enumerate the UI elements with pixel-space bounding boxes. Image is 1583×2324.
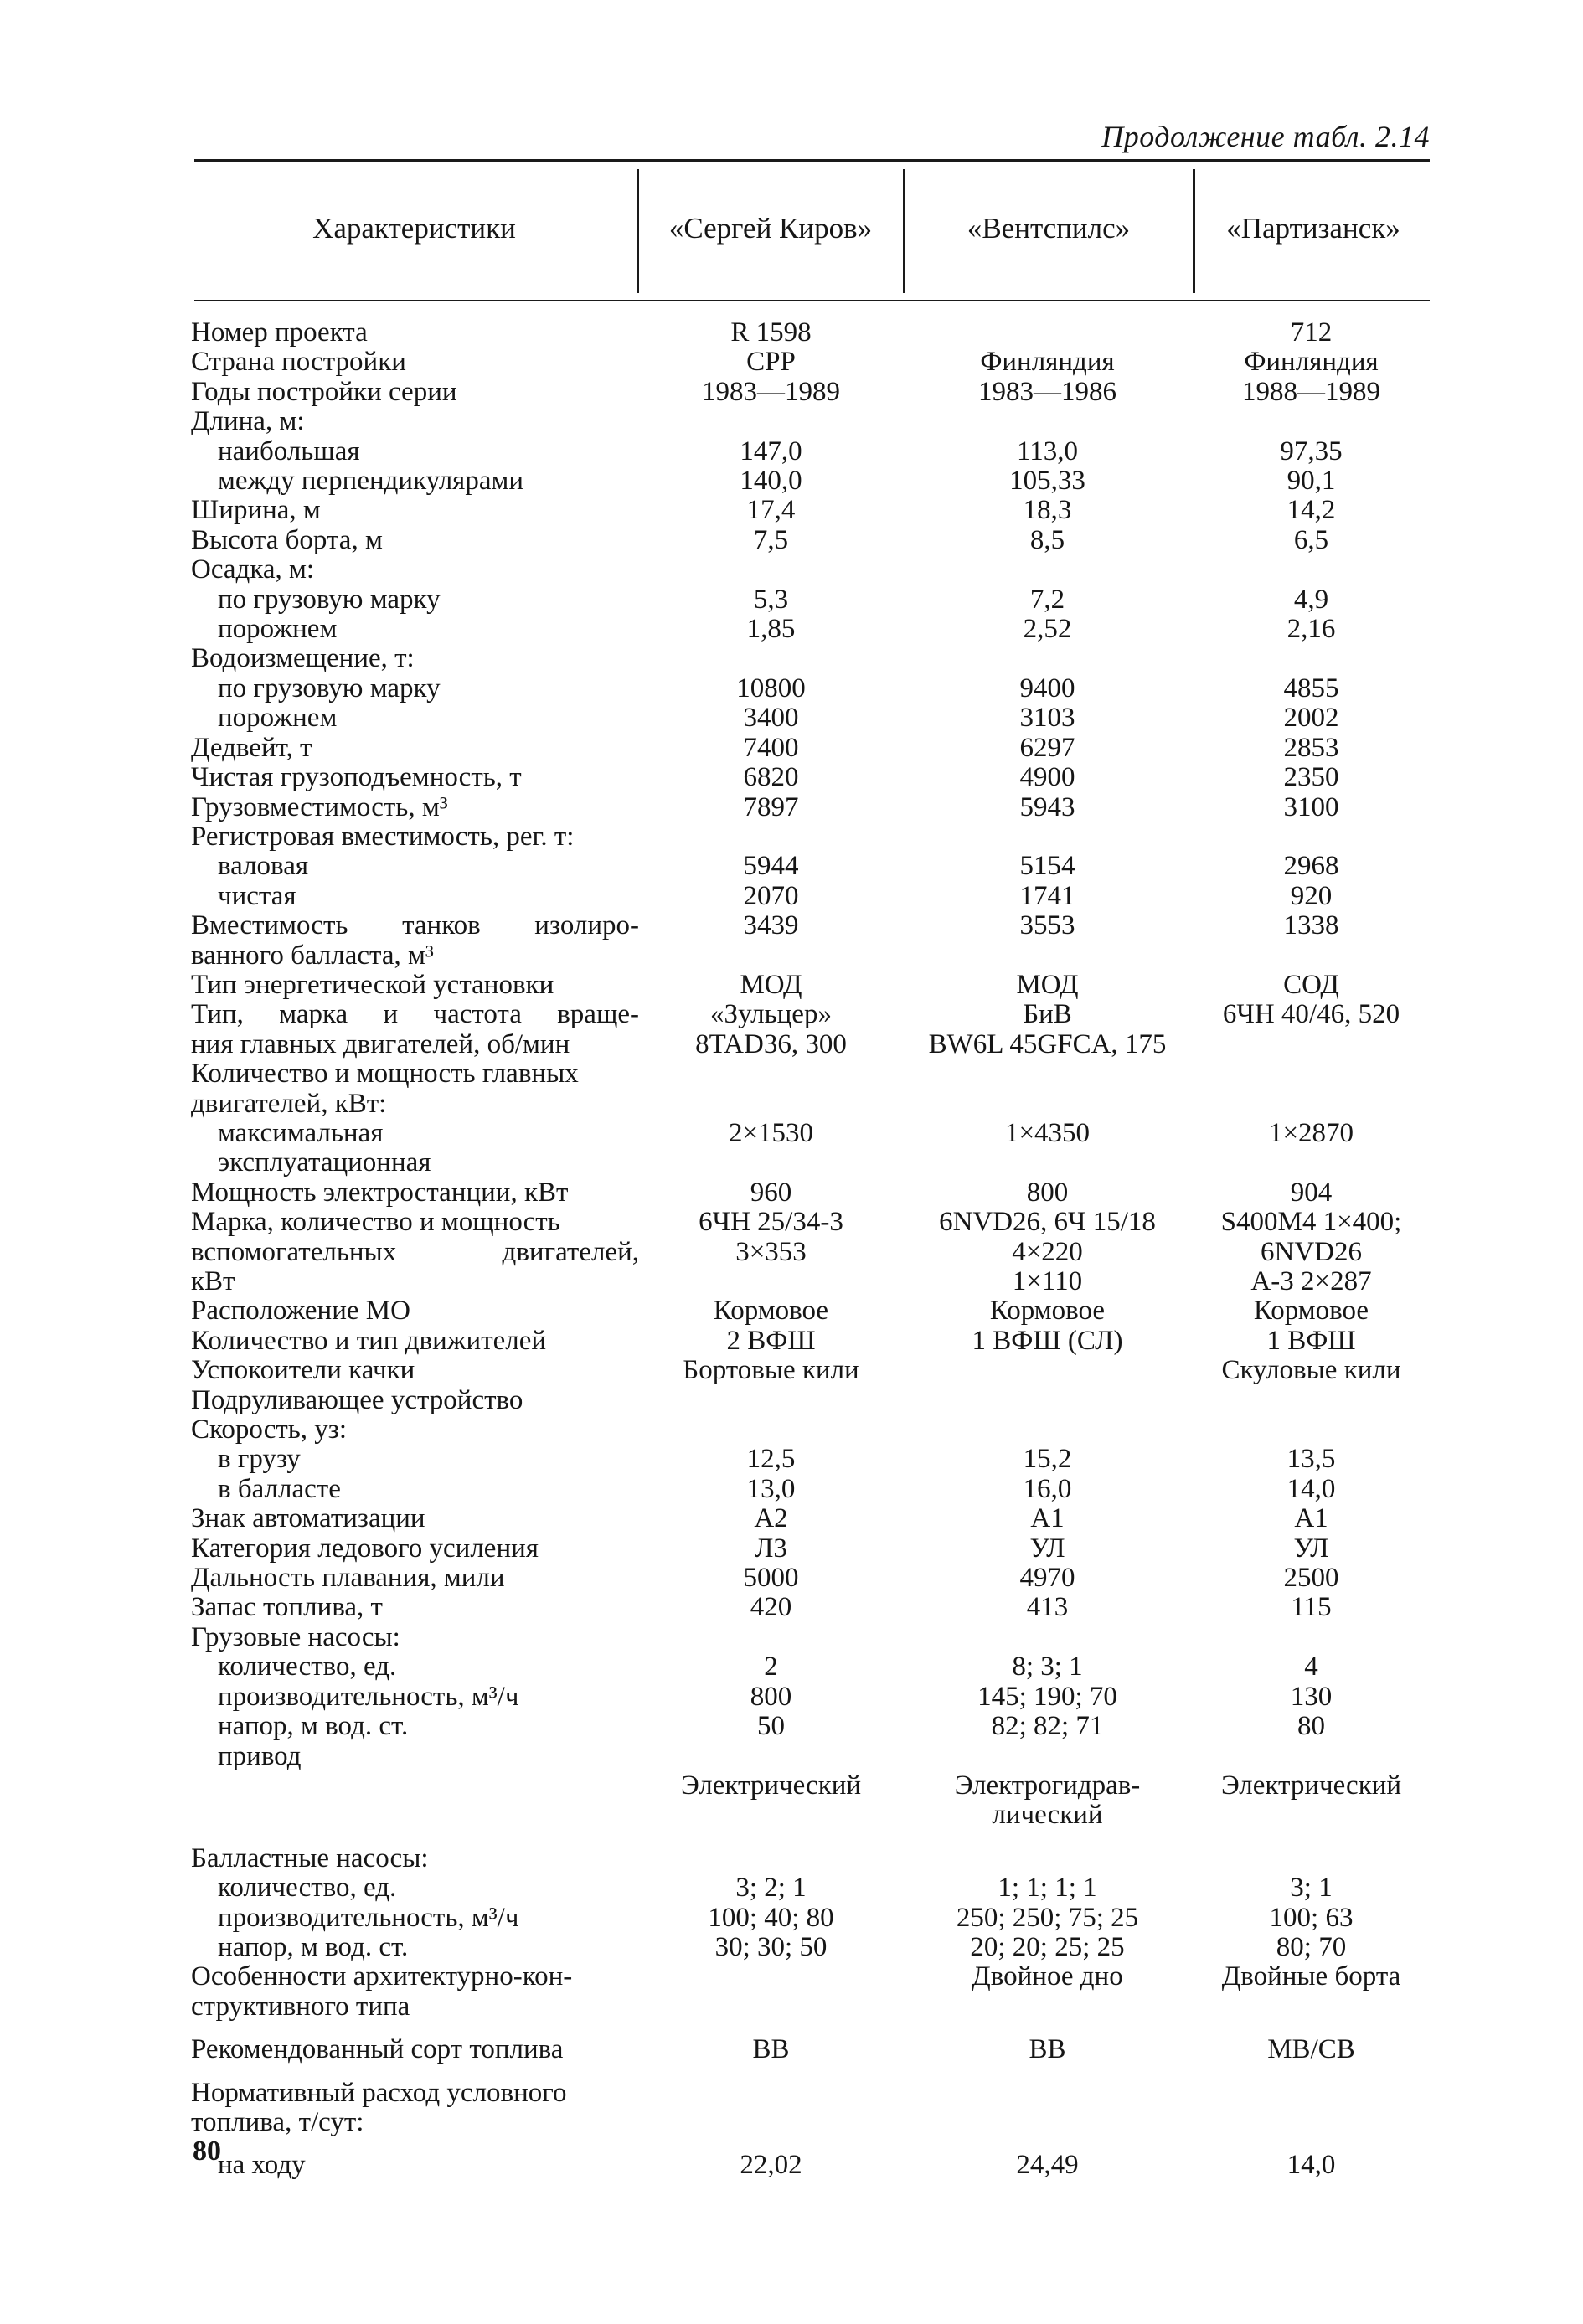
row-value: 8TAD36, 300	[695, 1028, 847, 1059]
row-value: 24,49	[1016, 2150, 1079, 2181]
row-value: 2,52	[1023, 614, 1072, 645]
row-label: Чистая грузоподъемность, т	[191, 762, 522, 793]
row-value: СРР	[746, 347, 796, 378]
row-value: 2×1530	[728, 1117, 814, 1148]
row-value	[1192, 1090, 1431, 1119]
row-value	[639, 555, 903, 585]
row-value: 2002	[1283, 703, 1339, 734]
row-label: Высота борта, м	[191, 524, 383, 555]
row-value: 3553	[1019, 910, 1075, 941]
row-value: 3439	[743, 910, 799, 941]
row-value: 1; 1; 1; 1	[998, 1873, 1097, 1904]
row-value: 5154	[1019, 851, 1075, 882]
row-value	[903, 1148, 1192, 1177]
row-value	[639, 2079, 903, 2108]
row-value: Финляндия	[980, 347, 1115, 378]
row-value: 1×2870	[1268, 1117, 1354, 1148]
row-value: Электрический	[1220, 1770, 1402, 1801]
row-value	[903, 822, 1192, 852]
row-value: 115	[1291, 1592, 1332, 1623]
row-value: Л3	[755, 1533, 787, 1564]
row-value	[639, 1267, 903, 1296]
row-value: А1	[1030, 1503, 1065, 1534]
row-value	[1192, 1415, 1431, 1445]
row-value: 2968	[1283, 851, 1339, 882]
row-value	[639, 1090, 903, 1119]
row-value: 3; 1	[1290, 1873, 1333, 1904]
row-value: ВВ	[1029, 2034, 1066, 2065]
row-value: 100; 40; 80	[708, 1902, 834, 1933]
row-value: R 1598	[730, 317, 812, 348]
row-label: двигателей, кВт:	[191, 1088, 387, 1119]
row-value: 2	[764, 1652, 778, 1682]
row-value: Скуловые кили	[1221, 1355, 1401, 1386]
row-value: МОД	[1016, 969, 1079, 1000]
row-value: 2350	[1283, 762, 1339, 793]
row-value	[903, 1742, 1192, 1771]
row-value	[639, 1623, 903, 1652]
row-value: 800	[750, 1681, 792, 1712]
row-label: чистая	[218, 880, 296, 911]
row-value	[1192, 407, 1431, 436]
row-value	[903, 1992, 1192, 2022]
row-value: 14,0	[1287, 1473, 1336, 1504]
row-value: 4900	[1019, 762, 1075, 793]
row-value	[1192, 555, 1431, 585]
row-value: А1	[1294, 1503, 1328, 1534]
row-label: Балластные насосы:	[191, 1842, 429, 1873]
row-value: 147,0	[740, 435, 802, 466]
row-label: ния главных двигателей, об/мин	[191, 1028, 570, 1059]
row-value: Двойные борта	[1221, 1961, 1401, 1992]
row-label: Подруливающее устройство	[191, 1384, 523, 1415]
row-value: «Зульцер»	[710, 999, 832, 1030]
row-value	[639, 1742, 903, 1771]
row-label: по грузовую марку	[218, 584, 441, 615]
row-value: Кормовое	[1253, 1296, 1369, 1327]
row-value: 6297	[1019, 732, 1075, 763]
row-value: 6ЧН 40/46, 520	[1222, 999, 1400, 1030]
row-label: Запас топлива, т	[191, 1592, 383, 1623]
row-value: 3400	[743, 703, 799, 734]
row-label: привод	[218, 1740, 302, 1771]
row-value	[903, 555, 1192, 585]
row-value: 1×110	[1012, 1266, 1083, 1296]
row-value: 4970	[1019, 1563, 1075, 1594]
row-value: 105,33	[1009, 466, 1085, 497]
row-value	[1192, 1059, 1431, 1089]
row-value: 6,5	[1293, 524, 1329, 555]
row-label: Знак автоматизации	[191, 1503, 425, 1534]
row-value: 1988—1989	[1242, 376, 1380, 407]
row-value: Электрический	[680, 1770, 862, 1801]
row-value: Кормовое	[989, 1296, 1106, 1327]
row-value: УЛ	[1029, 1533, 1065, 1564]
row-value: 6820	[743, 762, 799, 793]
row-label: порожнем	[218, 703, 338, 734]
row-label: структивного типа	[191, 1991, 410, 2022]
row-label: Успокоители качки	[191, 1355, 415, 1386]
row-value: 1983—1986	[978, 376, 1116, 407]
row-value	[1192, 1148, 1431, 1177]
row-value	[639, 1962, 903, 1992]
row-value: 10800	[736, 672, 806, 703]
row-label: количество, ед.	[218, 1652, 397, 1682]
row-value: 6ЧН 25/34-3	[699, 1207, 843, 1238]
row-label: кВт	[191, 1266, 235, 1296]
row-value: 9400	[1019, 672, 1075, 703]
header-divider	[637, 169, 639, 293]
row-value: 800	[1026, 1177, 1069, 1208]
row-label: в балласте	[218, 1473, 341, 1504]
row-value	[1192, 1844, 1431, 1873]
row-label: Регистровая вместимость, рег. т:	[191, 821, 575, 852]
row-value: Бортовые кили	[683, 1355, 859, 1386]
row-value	[903, 1386, 1192, 1415]
row-value: 5,3	[753, 584, 789, 615]
row-value: 1741	[1019, 880, 1075, 911]
row-value: 3100	[1283, 791, 1339, 822]
row-label: Тип, марка и частота враще-	[191, 999, 639, 1030]
row-label: Тип энергетической установки	[191, 969, 554, 1000]
row-label: производительность, м³/ч	[218, 1681, 519, 1712]
row-value: 15,2	[1023, 1444, 1072, 1475]
row-label: ванного балласта, м³	[191, 940, 434, 971]
row-value	[903, 407, 1192, 436]
row-label: Рекомендованный сорт топлива	[191, 2034, 564, 2065]
row-label: по грузовую марку	[218, 672, 441, 703]
row-value	[639, 407, 903, 436]
row-value: 7,2	[1029, 584, 1065, 615]
row-value	[639, 1801, 903, 1830]
row-value: S400M4 1×400;	[1220, 1207, 1402, 1238]
row-value: 5943	[1019, 791, 1075, 822]
row-value: 130	[1290, 1681, 1333, 1712]
row-label: Дедвейт, т	[191, 732, 312, 763]
row-value: 100; 63	[1269, 1902, 1354, 1933]
column-header-sergey-kirov: «Сергей Киров»	[668, 212, 873, 245]
row-value: МОД	[740, 969, 802, 1000]
row-value: 145; 190; 70	[977, 1681, 1117, 1712]
row-label	[191, 1801, 639, 1830]
row-label: максимальная	[218, 1117, 384, 1148]
row-value: МВ/СВ	[1267, 2034, 1355, 2065]
row-value: 920	[1290, 880, 1333, 911]
row-label: валовая	[218, 851, 309, 882]
row-label: Осадка, м:	[191, 554, 315, 585]
row-value: 97,35	[1280, 435, 1343, 466]
row-value	[639, 1059, 903, 1089]
header-divider	[903, 169, 905, 293]
row-value: А-3 2×287	[1250, 1266, 1372, 1296]
row-label: Марка, количество и мощность	[191, 1207, 560, 1238]
row-value: лический	[992, 1800, 1103, 1831]
row-value	[1192, 1623, 1431, 1652]
row-value: Электрогидрав-	[954, 1770, 1141, 1801]
row-label: производительность, м³/ч	[218, 1902, 519, 1933]
row-label: между перпендикулярами	[218, 466, 524, 497]
row-value: ВВ	[752, 2034, 790, 2065]
row-label: на ходу	[218, 2150, 306, 2181]
row-value	[903, 941, 1192, 971]
page-number: 80	[193, 2136, 221, 2167]
row-value: 1338	[1283, 910, 1339, 941]
row-value: 18,3	[1023, 495, 1072, 526]
row-label: напор, м вод. ст.	[218, 1931, 409, 1962]
row-value: 1×4350	[1004, 1117, 1091, 1148]
row-value	[639, 1148, 903, 1177]
row-value: 20; 20; 25; 25	[970, 1931, 1125, 1962]
row-label: Категория ледового усиления	[191, 1533, 539, 1564]
row-value: 16,0	[1023, 1473, 1072, 1504]
row-label: эксплуатационная	[218, 1147, 431, 1178]
row-label: Особенности архитектурно-кон-	[191, 1961, 573, 1992]
row-label: порожнем	[218, 614, 338, 645]
row-value: 4	[1304, 1652, 1318, 1682]
row-value: 1983—1989	[702, 376, 840, 407]
row-value: 80; 70	[1276, 1931, 1347, 1962]
row-label: Длина, м:	[191, 406, 305, 437]
row-value: А2	[754, 1503, 788, 1534]
row-value	[1192, 941, 1431, 971]
row-label: Расположение МО	[191, 1296, 410, 1327]
row-value: 3103	[1019, 703, 1075, 734]
row-value	[903, 1415, 1192, 1445]
row-value	[1192, 2108, 1431, 2137]
row-value	[639, 822, 903, 852]
row-value	[639, 2108, 903, 2137]
row-label: вспомогательных двигателей,	[191, 1236, 639, 1267]
row-label: в грузу	[218, 1444, 301, 1475]
table-top-rule	[194, 159, 1430, 162]
row-value: 6NVD26	[1261, 1236, 1362, 1267]
row-value: 12,5	[746, 1444, 796, 1475]
row-value: 3; 2; 1	[735, 1873, 807, 1904]
row-value: БиВ	[1023, 999, 1072, 1030]
row-value: 1 ВФШ	[1266, 1325, 1356, 1356]
row-label: наибольшая	[218, 435, 360, 466]
row-value: 13,5	[1287, 1444, 1336, 1475]
row-value: 113,0	[1016, 435, 1079, 466]
row-value: 413	[1026, 1592, 1069, 1623]
row-label: Страна постройки	[191, 347, 406, 378]
row-value	[903, 1059, 1192, 1089]
row-value: 7897	[743, 791, 799, 822]
row-value: Кормовое	[713, 1296, 829, 1327]
table-body	[191, 318, 1431, 2181]
row-value: 4855	[1283, 672, 1339, 703]
row-value: 30; 30; 50	[714, 1931, 828, 1962]
row-value	[639, 941, 903, 971]
row-label: Скорость, уз:	[191, 1414, 348, 1445]
row-value	[1192, 1801, 1431, 1830]
row-value	[1192, 1386, 1431, 1415]
row-value: 14,0	[1287, 2150, 1336, 2181]
header-divider	[1193, 169, 1195, 293]
row-label: Ширина, м	[191, 495, 321, 526]
row-value: 8; 3; 1	[1012, 1652, 1083, 1682]
row-label: Грузовые насосы:	[191, 1621, 400, 1652]
row-value: 960	[750, 1177, 792, 1208]
row-value: Финляндия	[1244, 347, 1379, 378]
row-label: Вместимость танков изолиро-	[191, 910, 639, 941]
row-value	[903, 2079, 1192, 2108]
column-header-partizansk: «Партизанск»	[1226, 212, 1400, 245]
row-value	[1192, 644, 1431, 673]
row-value	[903, 1623, 1192, 1652]
row-label: количество, ед.	[218, 1873, 397, 1904]
table-header-rule	[194, 300, 1430, 301]
row-value: 17,4	[746, 495, 796, 526]
row-value: 140,0	[740, 466, 802, 497]
row-value: 904	[1290, 1177, 1333, 1208]
row-value: 1,85	[746, 614, 796, 645]
row-value	[1192, 2079, 1431, 2108]
row-value: 7400	[743, 732, 799, 763]
table-caption: Продолжение табл. 2.14	[1101, 120, 1430, 153]
row-label: Количество и мощность главных	[191, 1059, 579, 1090]
row-value	[903, 1356, 1192, 1385]
row-label	[191, 1771, 639, 1801]
row-value	[639, 644, 903, 673]
row-label: Грузовместимость, м³	[191, 791, 448, 822]
row-value	[903, 1090, 1192, 1119]
row-value: УЛ	[1293, 1533, 1329, 1564]
row-value: 80	[1297, 1711, 1325, 1742]
row-label: Водоизмещение, т:	[191, 643, 415, 674]
row-value	[639, 1386, 903, 1415]
row-value: 1 ВФШ (СЛ)	[972, 1325, 1123, 1356]
row-value	[1192, 1030, 1431, 1059]
row-value: 2070	[743, 880, 799, 911]
row-label: Нормативный расход условного	[191, 2077, 567, 2108]
row-label: топлива, т/сут:	[191, 2106, 364, 2137]
row-value: 2 ВФШ	[726, 1325, 816, 1356]
row-value: 50	[757, 1711, 785, 1742]
row-value: 8,5	[1029, 524, 1065, 555]
row-value: 250; 250; 75; 25	[956, 1902, 1139, 1933]
row-value: 82; 82; 71	[991, 1711, 1104, 1742]
row-label: Количество и тип движителей	[191, 1325, 547, 1356]
row-label: Дальность плавания, мили	[191, 1563, 505, 1594]
row-value: 2853	[1283, 732, 1339, 763]
column-header-ventspils: «Вентспилс»	[967, 212, 1131, 245]
row-label: Мощность электростанции, кВт	[191, 1177, 569, 1208]
row-value: 5944	[743, 851, 799, 882]
row-value: 14,2	[1287, 495, 1336, 526]
row-value	[639, 1992, 903, 2022]
row-value: 6NVD26, 6Ч 15/18	[939, 1207, 1156, 1238]
row-value: СОД	[1283, 969, 1339, 1000]
row-value: Двойное дно	[972, 1961, 1123, 1992]
row-value	[639, 1415, 903, 1445]
row-value: 420	[750, 1592, 792, 1623]
row-value: 4,9	[1293, 584, 1329, 615]
row-value: 13,0	[746, 1473, 796, 1504]
row-label: напор, м вод. ст.	[218, 1711, 409, 1742]
row-value	[1192, 1742, 1431, 1771]
row-value	[903, 1844, 1192, 1873]
row-value: 3×353	[735, 1236, 807, 1267]
row-value	[1192, 822, 1431, 852]
row-value: 22,02	[740, 2150, 802, 2181]
column-header-characteristics: Характеристики	[312, 212, 516, 245]
row-value: 90,1	[1287, 466, 1336, 497]
row-value	[903, 318, 1192, 348]
row-value: BW6L 45GFCA, 175	[928, 1028, 1167, 1059]
row-value: 2,16	[1287, 614, 1336, 645]
row-value	[639, 1844, 903, 1873]
row-value: 4×220	[1012, 1236, 1083, 1267]
row-value: 712	[1290, 317, 1333, 348]
row-value	[1192, 1992, 1431, 2022]
row-label: Номер проекта	[191, 317, 368, 348]
row-value	[903, 2108, 1192, 2137]
row-value: 5000	[743, 1563, 799, 1594]
row-value: 7,5	[753, 524, 789, 555]
row-label: Годы постройки серии	[191, 376, 457, 407]
row-value	[903, 644, 1192, 673]
row-value: 2500	[1283, 1563, 1339, 1594]
